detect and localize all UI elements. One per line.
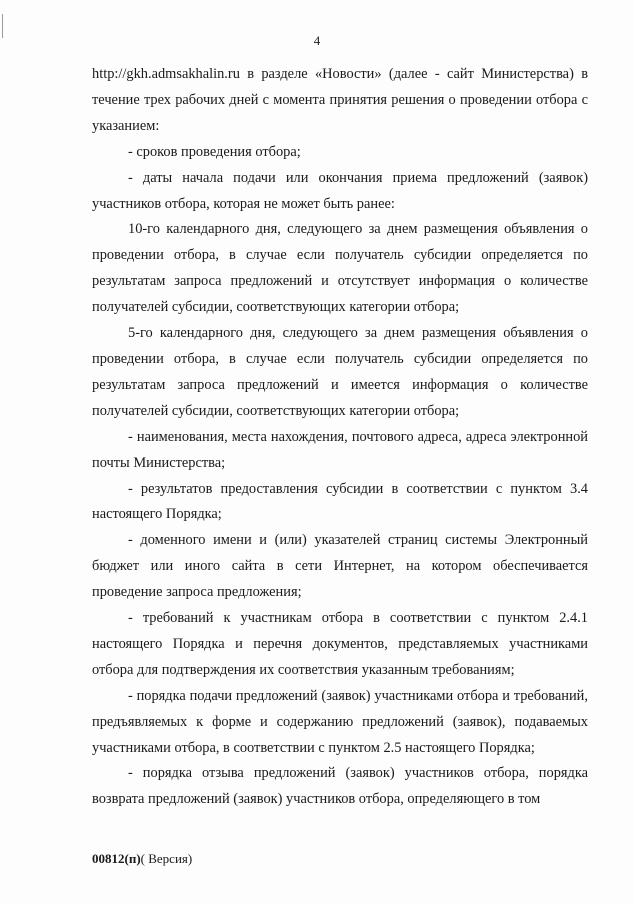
document-footer [92,851,192,867]
paragraph-participant-requirements: - требований к участникам отбора в соответствии с пунктом 2.4.1 настоящего Порядка и перечня документов, представляемых участниками отбора для подтверждения их соответствия указанным требованиям; [92,610,588,678]
paragraph-submission-procedure: - порядка подачи предложений (заявок) участниками отбора и требований, предъявляемых к форме и содержанию предложений (заявок), подаваемых участниками отбора, в соответствии с пунктом 2.5 настоящего Порядка; [92,687,588,756]
paragraph-ministry-contacts: - наименования, места нахождения, почтового адреса, адреса электронной почты Министерства; [92,428,588,471]
paragraph-5th-day: 5-го календарного дня, следующего за днем размещения объявления о проведении отбора, в случае если получатель субсидии определяется по результатам запроса предложений и имеется информация о количестве получателей субсидии, соответствующих категории отбора; [92,325,588,419]
document-code: 00812(п) [92,851,141,866]
page-number: 4 [313,33,321,48]
document-body [92,62,588,813]
paragraph-withdrawal-procedure: - порядка отзыва предложений (заявок) участников отбора, порядка возврата предложений (заявок) участников отбора, определяющего в том [92,765,588,808]
paragraph-submission-dates: - даты начала подачи или окончания приема предложений (заявок) участников отбора, которая не может быть ранее: [92,169,588,212]
paragraph-intro: http://gkh.admsakhalin.ru в разделе «Новости» (далее - сайт Министерства) в течение трех рабочих дней с момента принятия решения о проведении отбора с указанием: [92,66,588,134]
document-version: ( Версия) [140,851,193,866]
paragraph-domain-name: - доменного имени и (или) указателей страниц системы Электронный бюджет или иного сайта в сети Интернет, на котором обеспечивается проведение запроса предложения; [92,532,588,601]
paragraph-10th-day: 10-го календарного дня, следующего за днем размещения объявления о проведении отбора, в случае если получатель субсидии определяется по результатам запроса предложений и отсутствует информация о количестве получателей субсидии, соответствующих категории отбора; [92,221,588,316]
paragraph-deadlines: - сроков проведения отбора; [128,143,301,160]
paragraph-subsidy-results: - результатов предоставления субсидии в соответствии с пунктом 3.4 настоящего Порядка; [92,480,588,523]
